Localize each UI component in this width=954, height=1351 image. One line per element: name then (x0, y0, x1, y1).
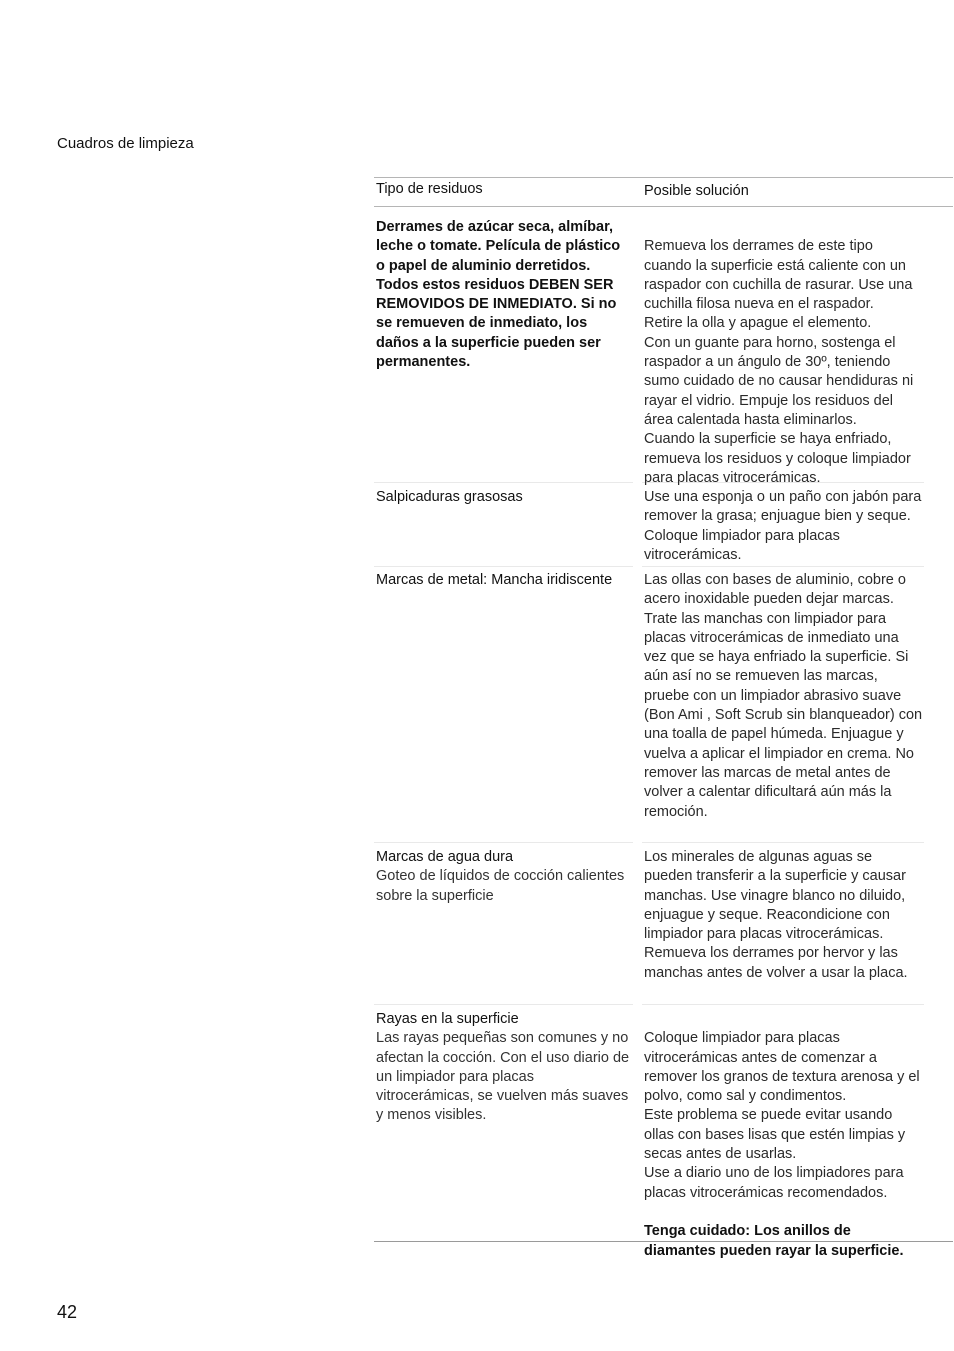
solution-text: Las ollas con bases de aluminio, cobre o acero inoxidable pueden dejar marcas. Trate las manchas con limpiador para placas vitrocerámicas de inmediato una vez que se haya enfriado la superficie. Si aún así no se remueven las marcas, pruebe con un limpiador abrasivo suave (Bon Ami , Soft Scrub sin blanqueador) con una toalla de papel húmeda. Enjuague y vuelva a aplicar el limpiador en crema. No remover las marcas de metal antes de volver a calentar dificultará aún más la remoción. (644, 572, 923, 820)
table-row (374, 567, 953, 843)
solution-text: Coloque limpiador para placas vitrocerámicas antes de comenzar a remover los granos de textura arenosa y el polvo, como sal y condimentos. Este problema se puede evitar usando ollas con bases lisas que estén limpias y secas antes de usarlas. Use a diario uno de los limpiadores para placas vitrocerámicas recomendados. (644, 1030, 920, 1201)
header-possible-solution: Posible solución (644, 183, 749, 199)
table-header-row (374, 178, 953, 207)
header-residue-type: Tipo de residuos (376, 181, 483, 197)
residue-type-description: Las rayas pequeñas son comunes y no afectan la cocción. Con el uso diario de un limpiador para placas vitrocerámicas, se vuelven más suaves y menos visibles. (376, 1030, 630, 1124)
residue-type-description: Goteo de líquidos de cocción calientes sobre la superficie (376, 868, 625, 904)
table-row (374, 207, 953, 486)
section-title: Cuadros de limpieza (57, 135, 194, 152)
residue-type-title: Marcas de agua dura (376, 849, 514, 865)
solution-text: Remueva los derrames de este tipo cuando la superficie está caliente con un raspador con cuchilla de rasurar. Use una cuchilla filosa nueva en el raspador. Retire la olla y apague el elemento. Con un guante para horno, sostenga el raspador a un ángulo de 30º, teniendo sumo cuidado de no causar hendiduras ni rayar el vidrio. Empuje los residuos del área calentada hasta eliminarlos. Cuando la superficie se haya enfriado, remueva los residuos y coloque limpiador para placas vitrocerámicas. (644, 238, 914, 486)
solution-text: Los minerales de algunas aguas se pueden transferir a la superficie y causar manchas. Use vinagre blanco no diluido, enjuague y seque. Reacondicione con limpiador para placas vitrocerámicas. Remueva los derrames por hervor y las manchas antes de volver a usar la placa. (644, 849, 908, 981)
page-number: 42 (57, 1302, 78, 1322)
residue-type-title: Marcas de metal: Mancha iridiscente (376, 572, 613, 588)
table-row (374, 843, 953, 1005)
table-row (374, 1005, 953, 1259)
residue-type-title: Derrames de azúcar seca, almíbar, leche o tomate. Película de plástico o papel de aluminio derretidos. Todos estos residuos DEBEN SER REMOVIDOS DE INMEDIATO. Si no se remueven de inmediato, los daños a la superficie pueden ser permanentes. (376, 219, 621, 371)
cleaning-table (374, 177, 953, 1259)
table-row (374, 483, 953, 567)
residue-type-title: Salpicaduras grasosas (376, 489, 523, 505)
solution-text: Use una esponja o un paño con jabón para remover la grasa; enjuague bien y seque. Coloque limpiador para placas vitrocerámicas. (644, 489, 922, 563)
solution-warning: Tenga cuidado: Los anillos de diamantes pueden rayar la superficie. (644, 1223, 904, 1259)
residue-type-title: Rayas en la superficie (376, 1011, 519, 1027)
